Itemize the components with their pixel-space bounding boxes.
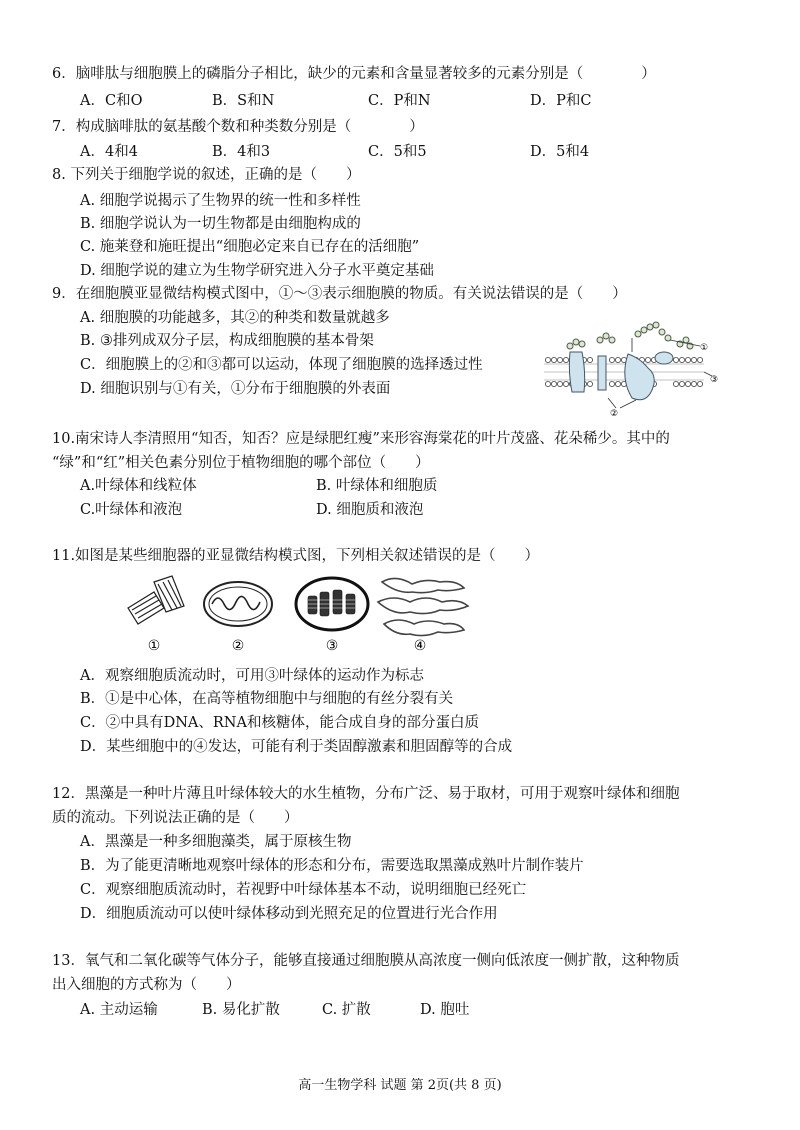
q12-option-b: B．为了能更清晰地观察叶绿体的形态和分布，需要选取黑藻成熟叶片制作装片 [80,858,584,874]
q6-stem: 6．脑啡肽与细胞膜上的磷脂分子相比，缺少的元素和含量显著较多的元素分别是（ ） [52,66,656,82]
centrosome-icon [128,576,184,624]
q9-option-d: D. 细胞识别与①有关，①分布于细胞膜的外表面 [80,381,391,397]
organelles-figure [120,572,480,656]
q9-option-b: B. ③排列成双分子层，构成细胞膜的基本骨架 [80,333,374,349]
q6-option-c: C．P和N [368,93,431,109]
q8-option-c: C. 施莱登和施旺提出“细胞必定来自已存在的活细胞” [80,239,420,255]
q10-options-row1 [0,476,800,496]
q7-option-a: A．4和4 [80,144,138,160]
q10-stem-line1: 10.南宋诗人李清照用“知否，知否？应是绿肥红瘦”来形容海棠花的叶片茂盛、花朵稀少。其中的 [52,431,670,447]
q10-option-c: C.叶绿体和液泡 [80,502,183,518]
membrane-label-2: ② [610,409,619,418]
q7-options [0,142,800,162]
q6-option-d: D．P和C [530,93,592,109]
membrane-label-1: ① [700,343,709,353]
q9-option-a: A. 细胞膜的功能越多，其②的种类和数量就越多 [80,310,390,326]
q10-option-d: D. 细胞质和液泡 [316,502,424,518]
mitochondrion-icon [204,582,272,626]
chloroplast-icon [296,578,368,630]
q6-options [0,91,800,111]
q13-option-a: A. 主动运输 [80,1002,158,1018]
q10-options-row2 [0,500,800,520]
membrane-label-3: ③ [710,375,719,385]
q8-option-b: B. 细胞学说认为一切生物都是由细胞构成的 [80,216,361,232]
q11-option-c: C．②中具有DNA、RNA和核糖体，能合成自身的部分蛋白质 [80,715,479,731]
q13-option-b: B. 易化扩散 [202,1002,280,1018]
q9-option-c: C．细胞膜上的②和③都可以运动，体现了细胞膜的选择透过性 [80,357,483,373]
q11-option-d: D．某些细胞中的④发达，可能有利于类固醇激素和胆固醇等的合成 [80,739,513,755]
organelle-label-3: ③ [325,638,339,654]
q13-stem-line1: 13．氧气和二氧化碳等气体分子，能够直接通过细胞膜从高浓度一侧向低浓度一侧扩散，这种物质 [52,953,680,969]
endoplasmic-reticulum-icon [378,578,468,635]
q7-stem: 7．构成脑啡肽的氨基酸个数和种类数分别是（ ） [52,119,424,135]
q10-option-a: A.叶绿体和线粒体 [80,478,197,494]
organelle-label-4: ④ [413,638,427,654]
q11-stem: 11.如图是某些细胞器的亚显微结构模式图，下列相关叙述错误的是（ ） [52,548,540,564]
q13-stem-line2: 出入细胞的方式称为（ ） [52,977,241,993]
q7-option-c: C．5和5 [368,144,427,160]
q13-options [0,1000,800,1020]
q9-stem: 9．在细胞膜亚显微结构模式图中，①～③表示细胞膜的物质。有关说法错误的是（ ） [52,286,627,302]
q8-option-a: A. 细胞学说揭示了生物界的统一性和多样性 [80,193,361,209]
q8-option-d: D. 细胞学说的建立为生物学研究进入分子水平奠定基础 [80,263,434,279]
q7-option-b: B．4和3 [212,144,271,160]
q6-option-b: B．S和N [212,93,275,109]
organelle-label-1: ① [147,638,161,654]
q6-option-a: A．C和O [80,93,143,109]
q10-stem-line2: “绿”和“红”相关色素分别位于植物细胞的哪个部位（ ） [52,455,430,471]
organelle-label-2: ② [231,638,245,654]
q12-stem-line2: 质的流动。下列说法正确的是（ ） [52,810,299,826]
q13-option-d: D. 胞吐 [420,1002,470,1018]
q13-option-c: C. 扩散 [322,1002,371,1018]
q11-option-a: A．观察细胞质流动时，可用③叶绿体的运动作为标志 [80,668,424,684]
q12-option-a: A．黑藻是一种多细胞藻类，属于原核生物 [80,834,352,850]
page-footer: 高一生物学科 试题 第 2页(共 8 页) [298,1078,502,1093]
q8-stem: 8. 下列关于细胞学说的叙述，正确的是（ ） [52,167,361,183]
q12-stem-line1: 12．黑藻是一种叶片薄且叶绿体较大的水生植物，分布广泛、易于取材，可用于观察叶绿体和细胞 [52,786,680,802]
cell-membrane-figure [540,318,720,418]
q10-option-b: B. 叶绿体和细胞质 [316,478,438,494]
q11-option-b: B．①是中心体，在高等植物细胞中与细胞的有丝分裂有关 [80,691,454,707]
q12-option-c: C．观察细胞质流动时，若视野中叶绿体基本不动，说明细胞已经死亡 [80,882,527,898]
q7-option-d: D．5和4 [530,144,590,160]
q12-option-d: D．细胞质流动可以使叶绿体移动到光照充足的位置进行光合作用 [80,906,498,922]
